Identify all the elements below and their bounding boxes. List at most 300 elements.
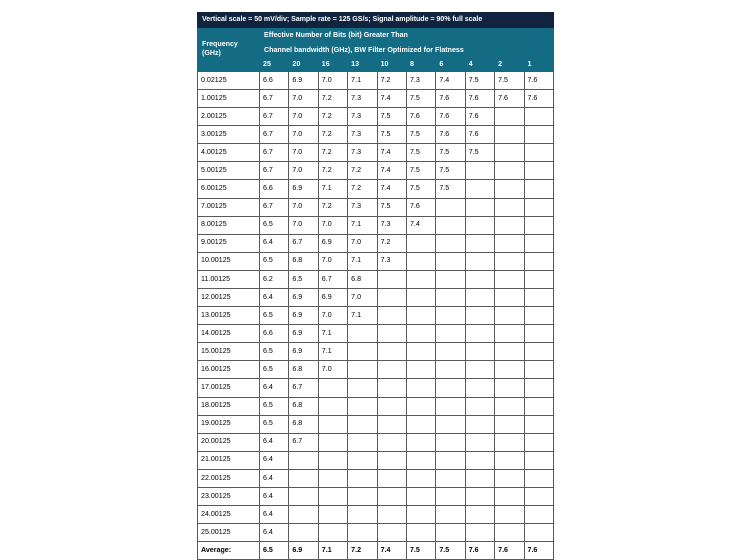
table-row: [198, 198, 554, 216]
frequency-cell: 25.00125: [198, 524, 260, 542]
enob-cell: 7.4: [377, 144, 406, 162]
enob-cell: 7.3: [348, 89, 377, 107]
enob-cell-empty: [436, 506, 465, 524]
frequency-cell: 12.00125: [198, 289, 260, 307]
enob-cell: 7.4: [377, 180, 406, 198]
enob-cell: 7.4: [406, 216, 435, 234]
enob-cell-empty: [348, 524, 377, 542]
enob-cell-empty: [289, 451, 318, 469]
frequency-cell: 14.00125: [198, 325, 260, 343]
enob-table-container: [197, 12, 553, 560]
frequency-cell: 1.00125: [198, 89, 260, 107]
enob-cell-empty: [406, 415, 435, 433]
table-row: [198, 289, 554, 307]
enob-cell: 7.4: [377, 162, 406, 180]
enob-cell: 7.0: [289, 126, 318, 144]
enob-cell-empty: [524, 415, 554, 433]
frequency-cell: 15.00125: [198, 343, 260, 361]
enob-cell: 6.8: [289, 415, 318, 433]
enob-cell-empty: [524, 469, 554, 487]
enob-cell: 6.8: [348, 270, 377, 288]
frequency-cell: 23.00125: [198, 488, 260, 506]
enob-cell-empty: [318, 488, 347, 506]
enob-cell-empty: [348, 451, 377, 469]
enob-cell: 7.5: [406, 144, 435, 162]
enob-cell: 6.7: [260, 89, 289, 107]
frequency-cell: 11.00125: [198, 270, 260, 288]
enob-cell-empty: [436, 252, 465, 270]
enob-cell-empty: [524, 506, 554, 524]
enob-cell-empty: [495, 325, 524, 343]
enob-cell: 7.5: [406, 162, 435, 180]
average-cell: 7.5: [436, 542, 465, 560]
enob-cell-empty: [436, 433, 465, 451]
frequency-cell: 16.00125: [198, 361, 260, 379]
enob-cell-empty: [436, 289, 465, 307]
enob-cell: 7.6: [465, 108, 494, 126]
enob-cell: 7.5: [406, 180, 435, 198]
table-row: [198, 108, 554, 126]
enob-cell-empty: [495, 361, 524, 379]
enob-cell-empty: [348, 506, 377, 524]
table-row: [198, 325, 554, 343]
table-row: [198, 180, 554, 198]
enob-cell: 7.4: [436, 71, 465, 89]
enob-cell: 7.6: [436, 89, 465, 107]
frequency-cell: 9.00125: [198, 234, 260, 252]
enob-cell-empty: [495, 506, 524, 524]
enob-cell: 7.5: [377, 108, 406, 126]
frequency-cell: 10.00125: [198, 252, 260, 270]
enob-cell-empty: [465, 180, 494, 198]
enob-cell-empty: [436, 361, 465, 379]
enob-cell-empty: [465, 307, 494, 325]
enob-cell-empty: [465, 270, 494, 288]
average-label: Average:: [198, 542, 260, 560]
enob-cell-empty: [377, 469, 406, 487]
enob-cell: 6.7: [289, 379, 318, 397]
enob-cell: 6.9: [289, 343, 318, 361]
enob-cell-empty: [436, 451, 465, 469]
enob-cell-empty: [465, 488, 494, 506]
enob-cell-empty: [524, 307, 554, 325]
enob-cell-empty: [406, 307, 435, 325]
frequency-header-line1: Frequency: [202, 40, 238, 49]
table-row: [198, 270, 554, 288]
table-row: [198, 433, 554, 451]
enob-cell-empty: [495, 397, 524, 415]
enob-cell-empty: [495, 270, 524, 288]
enob-cell: 7.6: [406, 108, 435, 126]
enob-cell-empty: [465, 397, 494, 415]
enob-cell: 7.0: [318, 361, 347, 379]
enob-cell-empty: [348, 325, 377, 343]
enob-cell: 7.3: [348, 108, 377, 126]
enob-cell-empty: [436, 397, 465, 415]
enob-cell-empty: [436, 216, 465, 234]
enob-cell-empty: [495, 234, 524, 252]
enob-cell-empty: [377, 524, 406, 542]
enob-cell-empty: [377, 506, 406, 524]
average-cell: 7.2: [348, 542, 377, 560]
enob-cell-empty: [289, 506, 318, 524]
enob-cell-empty: [406, 469, 435, 487]
table-row: [198, 524, 554, 542]
enob-cell: 7.2: [318, 198, 347, 216]
enob-cell-empty: [436, 307, 465, 325]
enob-cell: 6.5: [260, 343, 289, 361]
enob-cell: 7.2: [318, 126, 347, 144]
table-row: [198, 343, 554, 361]
column-header-6: 6: [436, 59, 465, 72]
enob-cell: 7.5: [436, 162, 465, 180]
column-header-8: 8: [406, 59, 435, 72]
enob-cell: 7.0: [289, 162, 318, 180]
enob-cell: 7.5: [436, 180, 465, 198]
enob-cell-empty: [524, 379, 554, 397]
enob-cell-empty: [377, 325, 406, 343]
enob-cell: 7.2: [348, 180, 377, 198]
enob-cell-empty: [524, 289, 554, 307]
enob-cell-empty: [465, 325, 494, 343]
enob-cell: 7.1: [348, 252, 377, 270]
enob-cell-empty: [318, 397, 347, 415]
enob-cell: 7.0: [289, 108, 318, 126]
enob-cell-empty: [436, 270, 465, 288]
enob-cell: 7.0: [289, 198, 318, 216]
frequency-cell: 22.00125: [198, 469, 260, 487]
enob-cell-empty: [465, 451, 494, 469]
enob-cell-empty: [377, 289, 406, 307]
enob-cell: 7.0: [289, 144, 318, 162]
column-header-16: 16: [318, 59, 347, 72]
enob-cell: 6.7: [318, 270, 347, 288]
table-header: [198, 13, 554, 72]
enob-cell: 6.4: [260, 524, 289, 542]
column-header-2: 2: [495, 59, 524, 72]
enob-cell-empty: [436, 469, 465, 487]
enob-cell-empty: [436, 198, 465, 216]
enob-cell: 7.5: [377, 126, 406, 144]
enob-cell: 6.9: [289, 71, 318, 89]
average-cell: 7.4: [377, 542, 406, 560]
enob-cell-empty: [524, 180, 554, 198]
enob-cell-empty: [524, 144, 554, 162]
enob-cell: 7.6: [495, 89, 524, 107]
enob-cell: 6.9: [289, 307, 318, 325]
enob-cell-empty: [495, 198, 524, 216]
enob-cell-empty: [318, 469, 347, 487]
average-cell: 6.5: [260, 542, 289, 560]
enob-cell-empty: [289, 469, 318, 487]
enob-cell: 6.2: [260, 270, 289, 288]
enob-cell-empty: [524, 162, 554, 180]
enob-cell: 7.3: [348, 144, 377, 162]
table-row: [198, 488, 554, 506]
table-row: [198, 144, 554, 162]
column-header-1: 1: [524, 59, 554, 72]
enob-cell: 7.6: [465, 126, 494, 144]
enob-cell-empty: [377, 361, 406, 379]
enob-cell-empty: [465, 469, 494, 487]
frequency-cell: 17.00125: [198, 379, 260, 397]
enob-cell-empty: [348, 397, 377, 415]
enob-cell: 7.0: [289, 216, 318, 234]
enob-cell-empty: [524, 433, 554, 451]
enob-cell-empty: [495, 488, 524, 506]
enob-cell: 7.2: [377, 234, 406, 252]
enob-cell-empty: [406, 488, 435, 506]
enob-cell: 6.6: [260, 180, 289, 198]
enob-cell-empty: [436, 343, 465, 361]
enob-cell: 6.7: [260, 126, 289, 144]
column-header-10: 10: [377, 59, 406, 72]
table-row: [198, 451, 554, 469]
enob-cell: 6.6: [260, 71, 289, 89]
enob-cell: 6.7: [289, 433, 318, 451]
enob-cell-empty: [377, 488, 406, 506]
enob-cell: 7.5: [406, 89, 435, 107]
frequency-cell: 6.00125: [198, 180, 260, 198]
table-row: [198, 71, 554, 89]
enob-cell: 6.4: [260, 379, 289, 397]
enob-cell-empty: [436, 325, 465, 343]
table-row: [198, 89, 554, 107]
frequency-cell: 18.00125: [198, 397, 260, 415]
average-cell: 7.6: [524, 542, 554, 560]
enob-cell-empty: [377, 270, 406, 288]
enob-cell: 6.5: [260, 307, 289, 325]
enob-cell-empty: [524, 361, 554, 379]
enob-cell: 6.7: [260, 108, 289, 126]
frequency-column-header: [198, 27, 260, 71]
enob-cell: 6.7: [260, 198, 289, 216]
enob-cell: 6.6: [260, 325, 289, 343]
frequency-cell: 21.00125: [198, 451, 260, 469]
enob-cell-empty: [495, 433, 524, 451]
enob-cell: 6.7: [260, 144, 289, 162]
enob-cell: 7.3: [348, 126, 377, 144]
enob-cell-empty: [524, 198, 554, 216]
enob-cell-empty: [318, 451, 347, 469]
table-row: [198, 379, 554, 397]
enob-cell: 7.5: [495, 71, 524, 89]
table-row: [198, 234, 554, 252]
table-row: [198, 216, 554, 234]
enob-cell: 7.6: [436, 108, 465, 126]
table-row: [198, 361, 554, 379]
enob-cell: 6.4: [260, 488, 289, 506]
enob-cell-empty: [524, 126, 554, 144]
enob-cell: 7.0: [318, 71, 347, 89]
enob-cell-empty: [524, 252, 554, 270]
enob-cell: 7.6: [406, 198, 435, 216]
enob-cell: 7.1: [318, 325, 347, 343]
enob-cell-empty: [348, 469, 377, 487]
enob-cell-empty: [495, 415, 524, 433]
frequency-cell: 7.00125: [198, 198, 260, 216]
enob-cell: 7.2: [318, 108, 347, 126]
enob-cell-empty: [495, 108, 524, 126]
enob-cell: 7.0: [318, 307, 347, 325]
enob-cell: 7.0: [289, 89, 318, 107]
enob-cell: 7.2: [348, 162, 377, 180]
enob-cell-empty: [348, 415, 377, 433]
enob-group-header: Effective Number of Bits (bit) Greater Than: [260, 27, 554, 43]
enob-cell-empty: [465, 162, 494, 180]
enob-cell-empty: [406, 270, 435, 288]
table-row: [198, 252, 554, 270]
enob-cell-empty: [524, 451, 554, 469]
enob-cell: 7.5: [436, 144, 465, 162]
enob-cell-empty: [436, 488, 465, 506]
enob-cell-empty: [406, 433, 435, 451]
enob-cell-empty: [495, 180, 524, 198]
enob-cell-empty: [377, 343, 406, 361]
enob-cell: 6.4: [260, 289, 289, 307]
enob-cell: 6.9: [289, 180, 318, 198]
enob-cell: 7.3: [406, 71, 435, 89]
enob-cell: 7.3: [348, 198, 377, 216]
column-header-4: 4: [465, 59, 494, 72]
enob-cell-empty: [524, 234, 554, 252]
enob-cell: 6.9: [318, 234, 347, 252]
enob-cell-empty: [436, 524, 465, 542]
enob-cell-empty: [406, 524, 435, 542]
enob-cell-empty: [524, 488, 554, 506]
enob-cell-empty: [406, 361, 435, 379]
enob-cell-empty: [465, 234, 494, 252]
column-header-13: 13: [348, 59, 377, 72]
enob-cell: 7.2: [377, 71, 406, 89]
enob-cell: 7.1: [318, 343, 347, 361]
enob-cell: 6.9: [289, 289, 318, 307]
frequency-header-line2: (GHz): [202, 49, 221, 58]
enob-cell-empty: [524, 270, 554, 288]
enob-cell: 7.2: [318, 144, 347, 162]
enob-cell-empty: [524, 524, 554, 542]
enob-cell: 6.4: [260, 469, 289, 487]
enob-cell: 7.5: [377, 198, 406, 216]
enob-cell-empty: [289, 488, 318, 506]
enob-cell-empty: [495, 307, 524, 325]
enob-cell-empty: [495, 216, 524, 234]
enob-cell: 6.5: [289, 270, 318, 288]
enob-cell: 7.0: [348, 289, 377, 307]
enob-cell: 6.5: [260, 216, 289, 234]
enob-cell-empty: [406, 379, 435, 397]
frequency-cell: 0.02125: [198, 71, 260, 89]
enob-cell-empty: [465, 433, 494, 451]
enob-cell-empty: [465, 415, 494, 433]
enob-cell-empty: [465, 198, 494, 216]
enob-cell-empty: [495, 343, 524, 361]
enob-cell: 6.7: [289, 234, 318, 252]
enob-cell-empty: [318, 433, 347, 451]
enob-cell-empty: [524, 216, 554, 234]
enob-cell: 6.8: [289, 252, 318, 270]
frequency-cell: 2.00125: [198, 108, 260, 126]
table-body: [198, 71, 554, 560]
enob-cell-empty: [348, 343, 377, 361]
enob-cell: 7.6: [436, 126, 465, 144]
enob-cell-empty: [377, 433, 406, 451]
enob-cell-empty: [495, 162, 524, 180]
enob-cell: 7.1: [348, 216, 377, 234]
enob-cell-empty: [348, 361, 377, 379]
enob-cell: 7.0: [348, 234, 377, 252]
table-row: [198, 469, 554, 487]
enob-cell: 6.4: [260, 433, 289, 451]
enob-cell-empty: [495, 524, 524, 542]
enob-cell: 7.3: [377, 216, 406, 234]
enob-cell-empty: [495, 144, 524, 162]
average-cell: 7.6: [495, 542, 524, 560]
enob-cell-empty: [465, 216, 494, 234]
enob-cell-empty: [377, 307, 406, 325]
enob-cell: 6.4: [260, 451, 289, 469]
enob-cell-empty: [348, 433, 377, 451]
enob-cell-empty: [289, 524, 318, 542]
enob-cell: 7.0: [318, 252, 347, 270]
enob-cell-empty: [318, 506, 347, 524]
enob-cell: 7.5: [465, 71, 494, 89]
title-bar-row: [198, 13, 554, 28]
frequency-cell: 5.00125: [198, 162, 260, 180]
enob-cell-empty: [318, 524, 347, 542]
enob-cell-empty: [524, 397, 554, 415]
enob-cell-empty: [348, 379, 377, 397]
enob-cell: 7.5: [406, 126, 435, 144]
table-row: [198, 506, 554, 524]
enob-cell-empty: [495, 379, 524, 397]
enob-cell-empty: [495, 469, 524, 487]
enob-cell: 7.3: [377, 252, 406, 270]
enob-cell-empty: [495, 252, 524, 270]
enob-cell-empty: [406, 397, 435, 415]
enob-cell-empty: [406, 289, 435, 307]
enob-cell-empty: [436, 379, 465, 397]
frequency-cell: 19.00125: [198, 415, 260, 433]
enob-cell-empty: [465, 524, 494, 542]
enob-cell: 6.4: [260, 506, 289, 524]
average-cell: 7.1: [318, 542, 347, 560]
table-row: [198, 162, 554, 180]
group-header-row-1: [198, 27, 554, 43]
enob-cell-empty: [318, 415, 347, 433]
enob-cell-empty: [406, 325, 435, 343]
enob-cell: 7.1: [348, 307, 377, 325]
enob-cell-empty: [495, 126, 524, 144]
enob-cell-empty: [524, 108, 554, 126]
average-cell: 7.6: [465, 542, 494, 560]
enob-cell: 6.8: [289, 361, 318, 379]
average-cell: 6.9: [289, 542, 318, 560]
enob-cell: 7.6: [524, 71, 554, 89]
enob-cell: 6.5: [260, 397, 289, 415]
frequency-cell: 3.00125: [198, 126, 260, 144]
enob-cell-empty: [465, 379, 494, 397]
enob-cell: 6.5: [260, 415, 289, 433]
enob-cell: 7.0: [318, 216, 347, 234]
table-title: Vertical scale = 50 mV/div; Sample rate = 125 GS/s; Signal amplitude = 90% full scale: [198, 13, 554, 28]
frequency-cell: 20.00125: [198, 433, 260, 451]
table-row: [198, 397, 554, 415]
enob-cell: 7.6: [465, 89, 494, 107]
frequency-cell: 8.00125: [198, 216, 260, 234]
table-row: [198, 126, 554, 144]
table-row: [198, 307, 554, 325]
